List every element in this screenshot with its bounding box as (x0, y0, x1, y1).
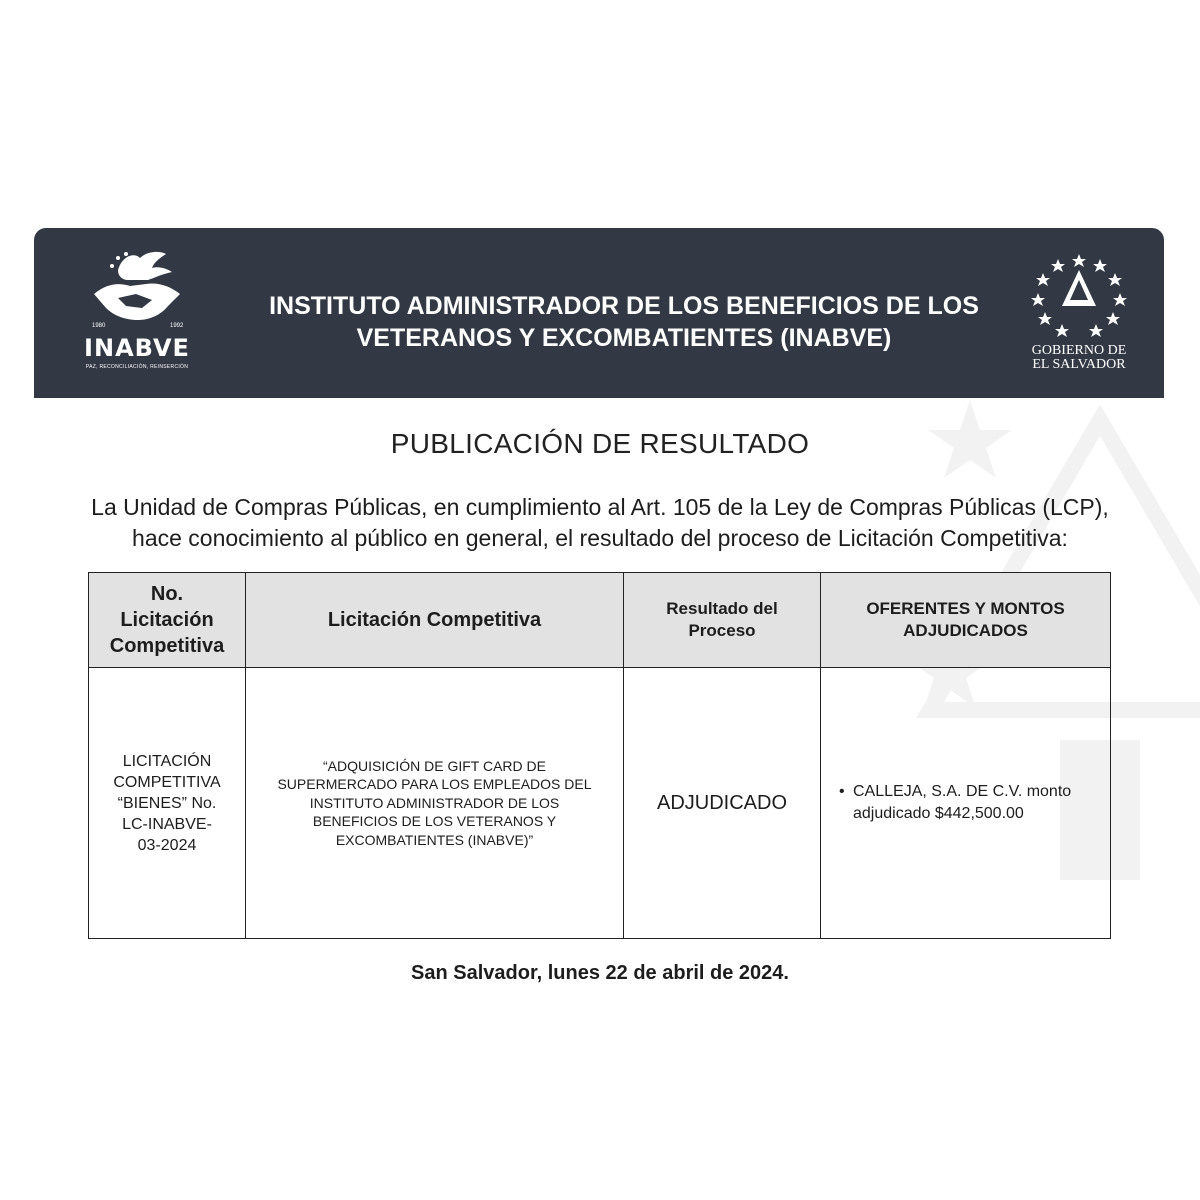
institution-title-line1: INSTITUTO ADMINISTRADOR DE LOS BENEFICIOS DE LOS (269, 292, 979, 320)
header-resultado: Resultado del Proceso (624, 573, 821, 668)
footer-date: San Salvador, lunes 22 de abril de 2024. (411, 962, 789, 984)
awarded-bullet-item: • CALLEJA, S.A. DE C.V. monto adjudicado $442,500.00 (839, 781, 1092, 825)
header-oferentes: OFERENTES Y MONTOS ADJUDICADOS (821, 573, 1111, 668)
publication-title: PUBLICACIÓN DE RESULTADO (390, 428, 810, 459)
institution-title-line2: VETERANOS Y EXCOMBATIENTES (INABVE) (356, 324, 892, 352)
dove-handshake-icon (88, 250, 186, 332)
gobierno-logo (1014, 248, 1144, 378)
header-banner (34, 228, 1164, 398)
header-licitacion-number: No. Licitación Competitiva (89, 573, 246, 668)
intro-line2: hace conocimiento al público en general, el resultado del proceso de Licitación Competitiva: (132, 525, 1068, 551)
intro-line1: La Unidad de Compras Públicas, en cumplimiento al Art. 105 de la Ley de Compras Públicas (LCP), (91, 494, 1109, 520)
table-row (89, 668, 1111, 939)
logo-wordmark: INABVE (84, 334, 190, 362)
cell-awarded (821, 668, 1111, 939)
table-header-row (89, 573, 1111, 668)
logo-year-end: 1992 (170, 323, 184, 329)
logo-tagline: PAZ, RECONCILIACIÓN, REINSERCIÓN (85, 364, 189, 370)
institution-title (214, 290, 1034, 354)
intro-paragraph (0, 492, 1200, 554)
cell-description: “ADQUISICIÓN DE GIFT CARD DE SUPERMERCADO PARA LOS EMPLEADOS DEL INSTITUTO ADMINISTRADOR DE LOS BENEFICIOS DE LOS VETERANOS Y EXCOMBATIENTES (INABVE)” (246, 668, 624, 939)
inabve-logo (74, 250, 200, 374)
gobierno-line1: GOBIERNO DE (1031, 343, 1127, 358)
results-table (88, 572, 1111, 939)
logo-year-start: 1980 (92, 323, 106, 329)
cell-licitacion-number: LICITACIÓN COMPETITIVA “BIENES” No. LC-INABVE- 03-2024 (89, 668, 246, 939)
header-licitacion-competitiva: Licitación Competitiva (246, 573, 624, 668)
gobierno-line2: EL SALVADOR (1032, 357, 1126, 372)
cell-result: ADJUDICADO (624, 668, 821, 939)
coat-of-arms-stars-icon (1014, 248, 1144, 340)
